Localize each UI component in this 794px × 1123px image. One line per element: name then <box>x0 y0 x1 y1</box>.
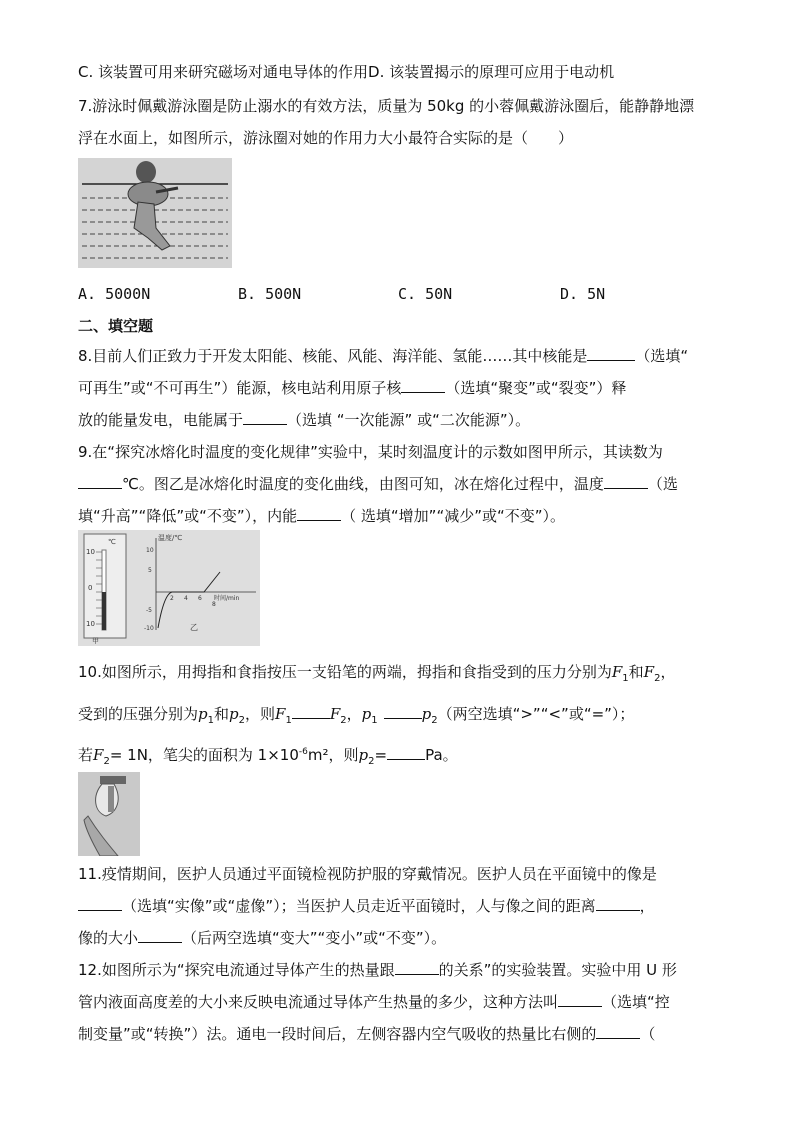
q9-text: （ 选填“增加”“减少”或“不变”）。 <box>341 507 566 525</box>
q9-blank-2[interactable] <box>604 474 648 489</box>
q10-text: = <box>374 746 388 764</box>
q12-text: 管内液面高度差的大小来反映电流通过导体产生热量的多少，这种方法叫 <box>78 993 559 1011</box>
q11-blank-1[interactable] <box>78 896 122 911</box>
q10-var-p1-sub: 1 <box>207 715 214 726</box>
q12-line2 <box>78 992 670 1012</box>
q10-var-f2: F <box>329 705 341 723</box>
q10-text: Pa。 <box>425 746 458 764</box>
thermo-tick-mid: 0 <box>88 584 93 592</box>
graph-y-label: 温度/℃ <box>158 534 183 542</box>
q10-var-p1-sub: 1 <box>371 715 378 726</box>
q7-option-b[interactable]: B. 500N <box>238 285 302 303</box>
q7-option-c[interactable]: C. 50N <box>398 285 453 303</box>
label-jia: 甲 <box>92 637 99 645</box>
q10-text: 若 <box>78 746 94 764</box>
q7-text-line1: 7.游泳时佩戴游泳圈是防止溺水的有效方法，质量为 50kg 的小蓉佩戴游泳圈后，能静静地漂 <box>78 97 695 115</box>
q10-text: ， <box>346 705 362 723</box>
q8-blank-1[interactable] <box>587 346 635 361</box>
q10-var-p2-sub: 2 <box>238 715 245 726</box>
q11-text: 像的大小 <box>78 929 139 947</box>
q8-line1 <box>78 346 688 366</box>
q7-option-a[interactable]: A. 5000N <box>78 285 151 303</box>
section-fill-in-title: 二、填空题 <box>78 317 154 335</box>
q10-var-f2-sub: 2 <box>654 673 661 684</box>
q10-text: 受到的压强分别为 <box>78 705 199 723</box>
q10-var-f2: F <box>93 746 104 764</box>
q10-var-f2: F <box>643 663 655 681</box>
q11-text: （后两空选填“变大”“变小”或“不变”）。 <box>182 929 447 947</box>
q11-blank-3[interactable] <box>138 928 182 943</box>
q10-text: 10.如图所示，用拇指和食指按压一支铅笔的两端，拇指和食指受到的压力分别为 <box>78 663 612 681</box>
q10-blank-2[interactable] <box>384 704 422 719</box>
q10-var-f1: F <box>275 705 286 723</box>
pencil-press-figure <box>78 772 140 856</box>
q11-line3 <box>78 928 446 948</box>
q6-option-c[interactable]: C. 该装置可用来研究磁场对通电导体的作用 <box>78 63 369 81</box>
q11-line2 <box>78 896 655 916</box>
q9-blank-1[interactable] <box>78 474 122 489</box>
q9-text: （选 <box>647 475 678 493</box>
q10-text: ，则 <box>245 705 276 723</box>
q10-line1 <box>78 662 675 689</box>
q10-var-f1-sub: 1 <box>285 715 292 726</box>
q9-line1: 9.在“探究冰熔化时温度的变化规律”实验中，某时刻温度计的示数如图甲所示，其读数为 <box>78 443 663 461</box>
swimmer-drawing <box>78 158 232 268</box>
q12-text: 制变量”或“转换”）法。通电一段时间后，左侧容器内空气吸收的热量比右侧的 <box>78 1025 597 1043</box>
q10-text: m²，则 <box>307 746 359 764</box>
thermo-unit: ℃ <box>108 538 116 546</box>
q8-blank-3[interactable] <box>243 410 287 425</box>
q10-line3 <box>78 742 458 772</box>
q9-line3 <box>78 506 565 526</box>
graph-x-tick: 6 <box>198 595 202 602</box>
graph-y-tick: -5 <box>146 607 152 614</box>
q10-var-p2: p <box>421 705 432 723</box>
graph-x-tick: 2 <box>170 595 174 602</box>
q8-text: 8.目前人们正致力于开发太阳能、核能、风能、海洋能、氢能……其中核能是 <box>78 347 588 365</box>
thermometer-graph-drawing <box>78 530 260 646</box>
q10-exponent: -6 <box>298 747 308 757</box>
graph-y-tick: -10 <box>144 625 154 632</box>
q10-text: （两空选填“>”“<”或“=”）； <box>437 705 635 723</box>
q12-blank-1[interactable] <box>395 960 439 975</box>
q7-text-line2: 浮在水面上，如图所示，游泳圈对她的作用力大小最符合实际的是（ ） <box>78 129 574 147</box>
q10-line2 <box>78 704 634 731</box>
q8-line3 <box>78 410 530 430</box>
q12-line1 <box>78 960 677 980</box>
q12-text: （ <box>640 1025 656 1043</box>
q8-text: （选填 “一次能源” 或“二次能源”）。 <box>287 411 531 429</box>
q6-option-d[interactable]: D. 该装置揭示的原理可应用于电动机 <box>368 63 615 81</box>
swimmer-figure <box>78 158 232 268</box>
q7-option-d[interactable]: D. 5N <box>560 285 606 303</box>
graph-x-tick: 4 <box>184 595 188 602</box>
q12-text: 12.如图所示为“探究电流通过导体产生的热量跟 <box>78 961 395 979</box>
q10-blank-3[interactable] <box>387 745 425 760</box>
q10-var-p2: p <box>229 705 239 723</box>
q10-var-f1: F <box>611 663 623 681</box>
q12-line3 <box>78 1024 655 1044</box>
q10-var-p2: p <box>358 746 369 764</box>
q10-text: = 1N，笔尖的面积为 1×10 <box>109 746 299 764</box>
q10-var-p1: p <box>361 705 372 723</box>
q6-options-line <box>78 62 614 82</box>
thermometer-graph-figure <box>78 530 260 646</box>
graph-x-label: 时间/min <box>214 595 240 602</box>
q12-text: 的关系”的实验装置。实验中用 U 形 <box>438 961 677 979</box>
q10-blank-1[interactable] <box>292 704 330 719</box>
q8-text: （选填“聚变”或“裂变”）释 <box>445 379 627 397</box>
graph-y-tick: 5 <box>148 567 152 574</box>
q8-text: 放的能量发电，电能属于 <box>78 411 244 429</box>
q8-line2 <box>78 378 626 398</box>
thermo-tick-top: 10 <box>86 548 95 556</box>
q10-var-p2-sub: 2 <box>431 715 438 726</box>
thermo-tick-bot: 10 <box>86 620 95 628</box>
q9-line2 <box>78 474 678 494</box>
label-yi: 乙 <box>190 623 198 632</box>
q11-line1: 11.疫情期间，医护人员通过平面镜检视防护服的穿戴情况。医护人员在平面镜中的像是 <box>78 865 657 883</box>
q10-text: 和 <box>628 663 644 681</box>
q10-text: ， <box>660 663 676 681</box>
q11-blank-2[interactable] <box>596 896 640 911</box>
q9-text: 填“升高”“降低”或“不变”），内能 <box>78 507 298 525</box>
q10-var-f2-sub: 2 <box>340 715 347 726</box>
q9-blank-3[interactable] <box>297 506 341 521</box>
q12-text: （选填“控 <box>602 993 670 1011</box>
q8-blank-2[interactable] <box>401 378 445 393</box>
q12-blank-2[interactable] <box>558 992 602 1007</box>
q10-var-f1-sub: 1 <box>622 673 629 684</box>
pencil-press-drawing <box>78 772 140 856</box>
q12-blank-3[interactable] <box>596 1024 640 1039</box>
graph-y-tick: 10 <box>146 547 154 554</box>
q8-text: （选填“ <box>635 347 689 365</box>
q10-text: 和 <box>214 705 230 723</box>
q10-var-p1: p <box>198 705 208 723</box>
q11-text: ， <box>639 897 655 915</box>
q8-text: 可再生”或“不可再生”）能源，核电站利用原子核 <box>78 379 402 397</box>
graph-x-tick: 8 <box>212 601 216 608</box>
q10-var-f2-sub: 2 <box>103 756 110 767</box>
q11-text: （选填“实像”或“虚像”）；当医护人员走近平面镜时，人与像之间的距离 <box>122 897 596 915</box>
q10-var-p2-sub: 2 <box>368 756 375 767</box>
q9-text: ℃。图乙是冰熔化时温度的变化曲线，由图可知，冰在熔化过程中，温度 <box>122 475 604 493</box>
